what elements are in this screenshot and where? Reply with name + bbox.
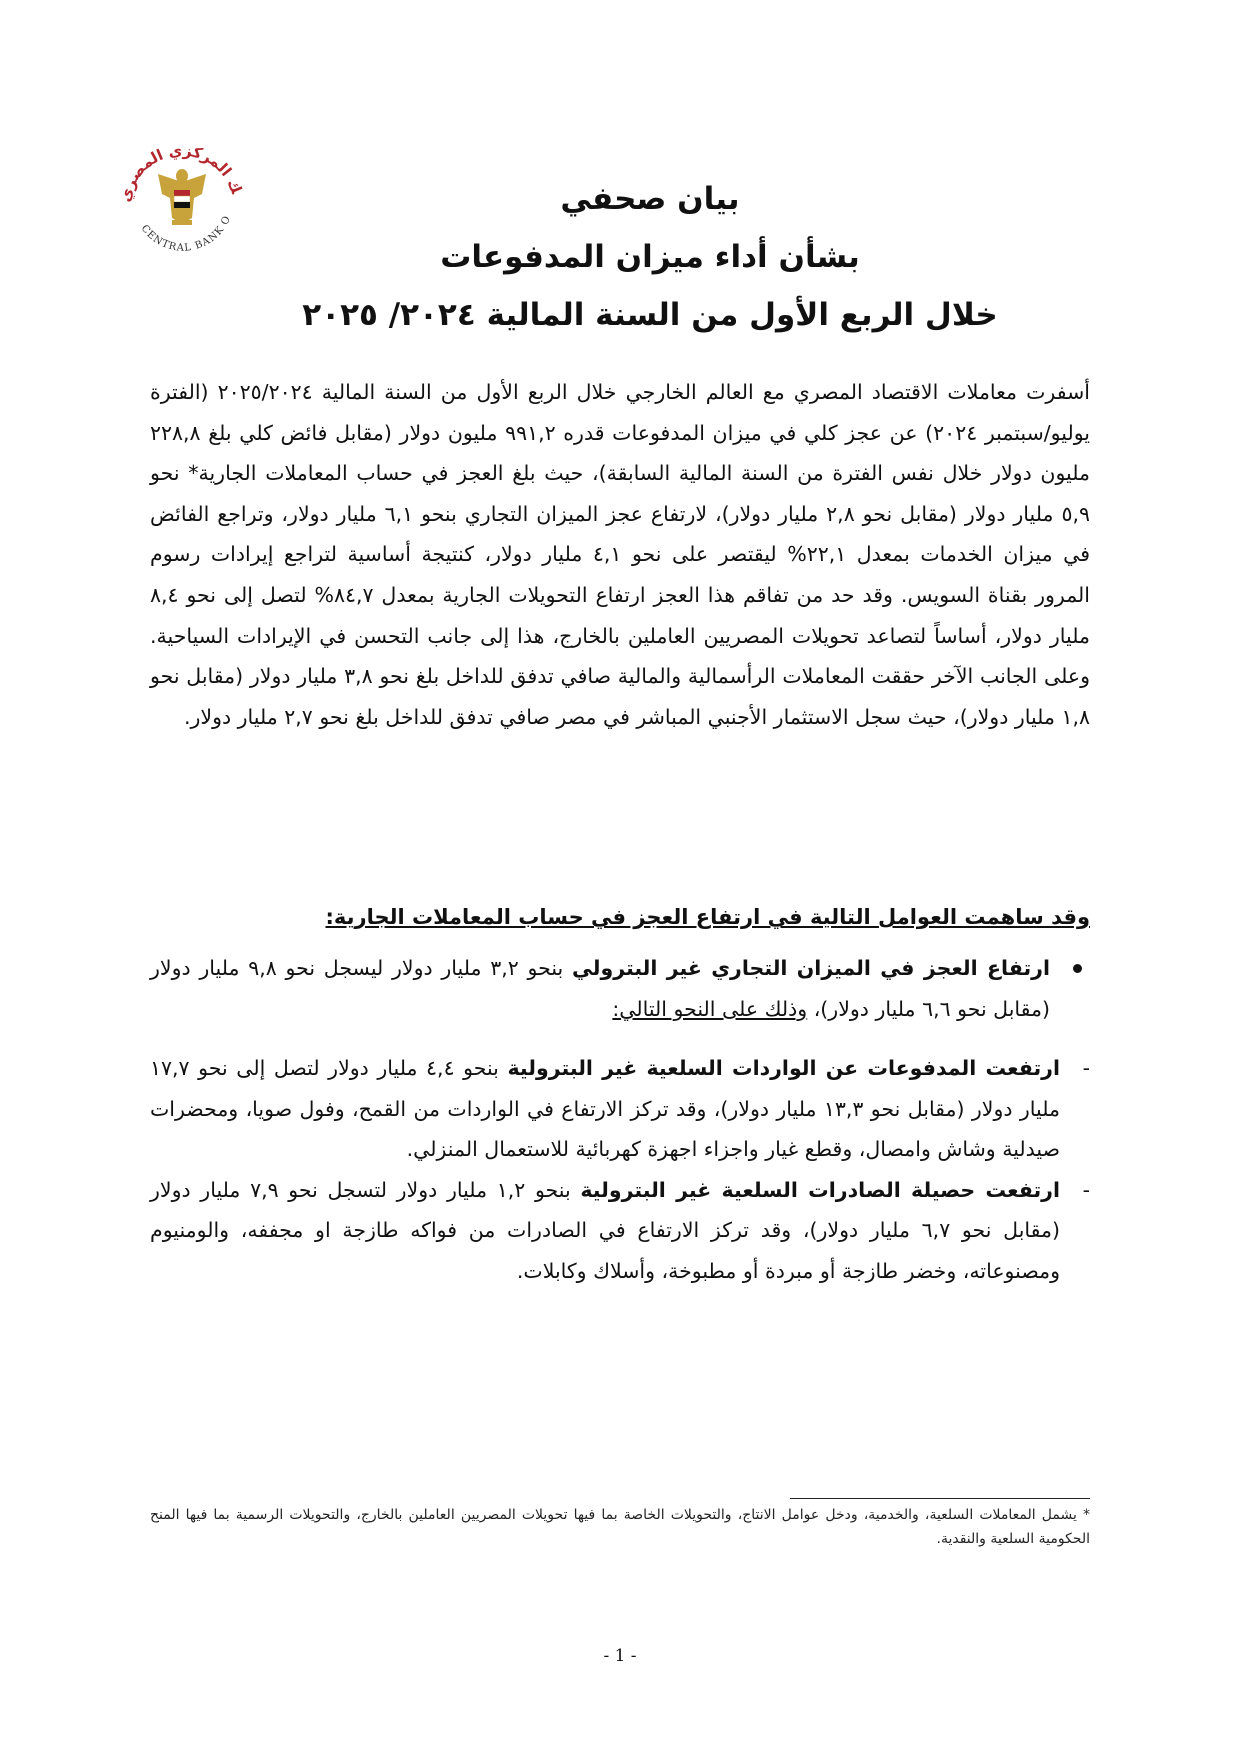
- logo-english-text: CENTRAL BANK O: [138, 213, 234, 254]
- intro-paragraph: أسفرت معاملات الاقتصاد المصري مع العالم الخارجي خلال الربع الأول من السنة المالية ٢٠٢٥/٢٠٢٤ (الفترة يوليو/سبتمبر ٢٠٢٤) عن عجز كلي في ميزان المدفوعات قدره ٩٩١,٢ مليون دولار (مقابل فائض كلي بلغ ٢٢٨,٨ مليون دولار خلال نفس الفترة من السنة المالية السابقة)، حيث بلغ العجز في حساب المعاملات الجارية* نحو ٥,٩ مليار دولار (مقابل نحو ٢,٨ مليار دولار)، لارتفاع عجز الميزان التجاري بنحو ٦,١ مليار دولار، وتراجع الفائض في ميزان الخدمات بمعدل ٢٢,١% ليقتصر على نحو ٤,١ مليار دولار، كنتيجة أساسية لتراجع إيرادات رسوم المرور بقناة السويس. وقد حد من تفاقم هذا العجز ارتفاع التحويلات الجارية بمعدل ٨٤,٧% لتصل إلى نحو ٨,٤ مليار دولار، أساساً لتصاعد تحويلات المصريين العاملين بالخارج، هذا إلى جانب التحسن في الإيرادات السياحية. وعلى الجانب الآخر حققت المعاملات الرأسمالية والمالية صافي تدفق للداخل بلغ نحو ٣,٨ مليار دولار (مقابل نحو ١,٨ مليار دولار)، حيث سجل الاستثمار الأجنبي المباشر في مصر صافي تدفق للداخل بلغ نحو ٢,٧ مليار دولار.: [150, 380, 1091, 729]
- sub-item: [150, 1048, 1090, 1170]
- sub-item-text: بنحو ٤,٤ مليار دولار لتصل إلى نحو ١٧,٧ مليار دولار (مقابل نحو ١٣,٣ مليار دولار)، وقد تركز الارتفاع في الواردات من القمح، وفول صويا، ومحضرات صيدلية وشاش وامصال، وقطع غيار واجزاء اجهزة كهربائية للاستعمال المنزلي.: [150, 1056, 1060, 1162]
- logo-arabic-text: ك المركزي المصري: [115, 141, 246, 204]
- sub-item-bold-text: ارتفعت المدفوعات عن الواردات السلعية غير البترولية: [507, 1056, 1061, 1080]
- bullet-underlined-text: وذلك على النحو التالي:: [612, 996, 808, 1021]
- dash-marker: -: [1082, 1177, 1090, 1202]
- footnote-divider: [790, 1498, 1090, 1499]
- title-press-release: بيان صحفي: [560, 181, 740, 217]
- dash-marker: -: [1082, 1056, 1090, 1080]
- bullet-item: [150, 948, 1090, 1029]
- bullet-text: بنحو ٣,٢ مليار دولار ليسجل نحو ٩,٨ مليار دولار (مقابل نحو ٦,٦ مليار دولار)،: [150, 956, 1050, 1021]
- page-number: - 1 -: [603, 1646, 637, 1666]
- sub-item-bold-text: ارتفعت حصيلة الصادرات السلعية غير البترولية: [580, 1177, 1061, 1202]
- bullet-dot-icon: [1073, 964, 1082, 973]
- sub-item-text: بنحو ١,٢ مليار دولار لتسجل نحو ٧,٩ مليار دولار (مقابل نحو ٦,٧ مليار دولار)، وقد تركز الارتفاع في الصادرات من فواكه طازجة او مجففه، والومنيوم ومصنوعاته، وخضر طازجة أو مبردة أو مطبوخة، وأسلاك وكابلات.: [150, 1177, 1061, 1283]
- eagle-emblem-icon: [158, 169, 206, 225]
- section-heading: وقد ساهمت العوامل التالية في ارتفاع العجز في حساب المعاملات الجارية:: [325, 905, 1090, 929]
- title-subject: بشأن أداء ميزان المدفوعات: [440, 239, 860, 275]
- sub-item: [150, 1170, 1090, 1292]
- title-period: خلال الربع الأول من السنة المالية ٢٠٢٤/ ٢٠٢٥: [302, 297, 998, 333]
- sub-item-list: [150, 1048, 1090, 1292]
- bullet-list: [150, 948, 1090, 1029]
- bullet-bold-text: ارتفاع العجز في الميزان التجاري غير البترولي: [572, 956, 1050, 980]
- central-bank-logo: [112, 134, 250, 272]
- title-block: [260, 170, 1040, 344]
- central-bank-of-egypt-seal-icon: [112, 134, 250, 272]
- footnote: * يشمل المعاملات السلعية، والخدمية، ودخل عوامل الانتاج، والتحويلات الخاصة بما فيها تحويلات المصريين العاملين بالخارج، والتحويلات الرسمية بما فيها المنح الحكومية السلعية والنقدية.: [150, 1507, 1090, 1547]
